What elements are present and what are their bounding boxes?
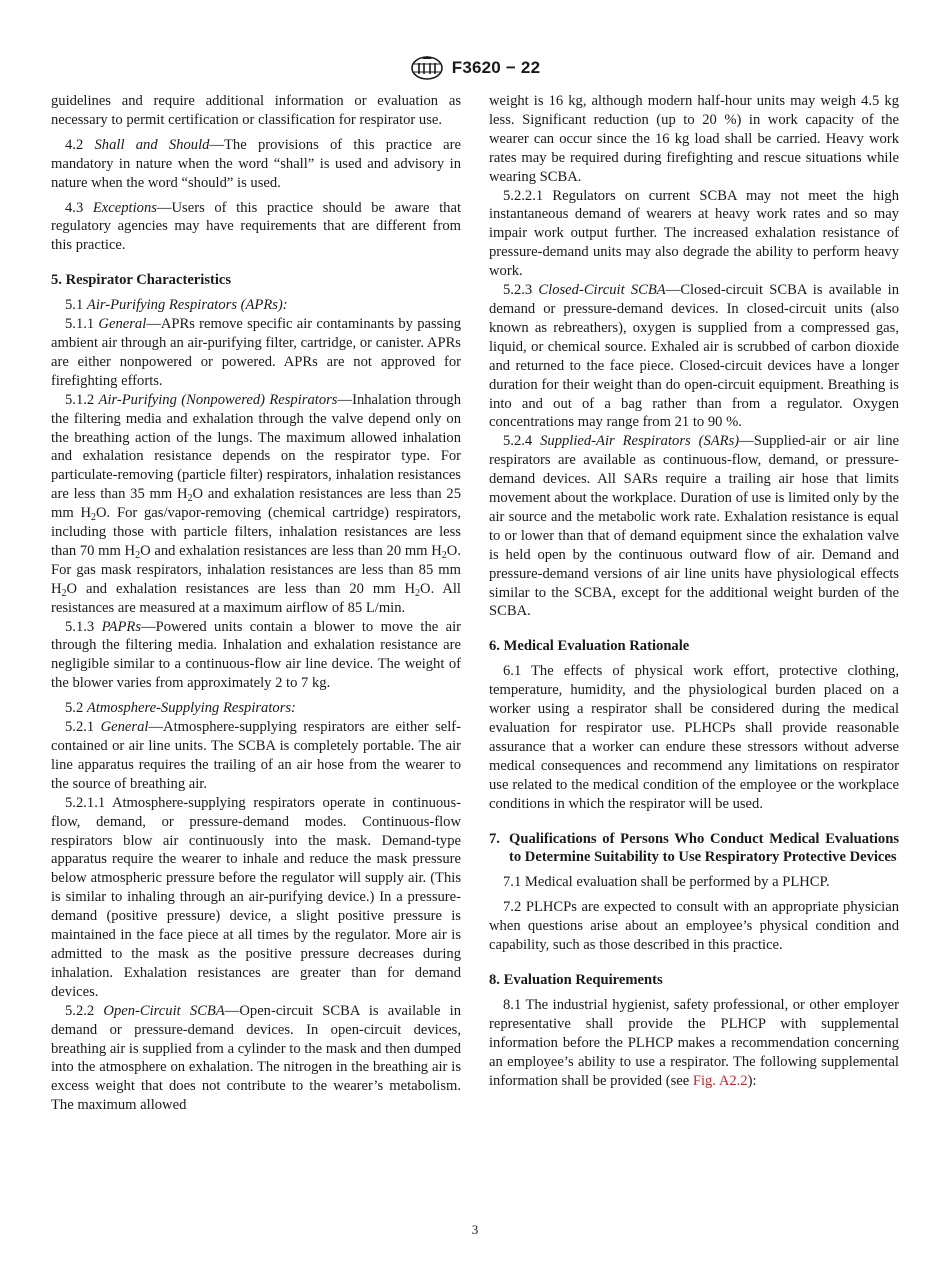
section-heading-6: 6. Medical Evaluation Rationale	[489, 638, 690, 655]
paragraph-7-1: 7.1 Medical evaluation shall be performed by a PLHCP.	[503, 874, 830, 891]
paragraph-8-1: 8.1 The industrial hygienist, safety professional, or other employer representative shall provide the PLHCP with supplemental information before the PLHCP makes a recommendation concerning an employee’s ability to use a respirator. The following supplemental information shall be provided (see Fig. A2.2):	[489, 996, 899, 1089]
paragraph-5-2-2: 5.2.2 Open-Circuit SCBA—Open-circuit SCBA is available in demand or pressure-demand devices. In open-circuit devices, breathing air is supplied from a cylinder to the mask and then dumped into the atmosphere on exhalation. The nitrogen in the breathing air is excess weight that does not contribute to the wearer’s metabolism. The maximum allowed	[51, 1002, 461, 1114]
paragraph-5-1-2: 5.1.2 Air-Purifying (Nonpowered) Respirators—Inhalation through the filtering media and exhalation through the valve depend only on the breathing action of the lungs. The maximum allowed inhalation and exhalation resistance depends on the respirator type. For particulate-removing (particle filter) respirators, inhalation resistances are less than 35 mm $H_2O$ and exhalation resistances are less than 25 mm $H_2O$. For gas/vapor-removing (chemical cartridge) respirators, including those with particle filters, inhalation resistances are less than 70 mm $H_2O$ and exhalation resistances are less than 20 mm $H_2O$. For gas mask respirators, inhalation resistances are less than 85 mm $H_2O$ and exhalation resistances are less than 20 mm $H_2O$. All resistances are measured at a maximum airflow of 85 L/min.	[51, 391, 461, 616]
paragraph-5-2-4: 5.2.4 Supplied-Air Respirators (SARs)—Supplied-air or air line respirators are available as continuous-flow, demand, or pressure-demand devices. All SARs require a trailing air hose that limits movement about the workplace. Duration of use is limited only by the air source and the metabolic work rate. Exhalation resistance is equal to or lower than that of demand equipment since the exhalation valve is held open by the continuous outward flow of air. Demand and pressure-demand versions of air line units have physiological effects similar to the SCBA, except for the additional weight burden of the SCBA.	[489, 433, 899, 620]
astm-logo-icon	[410, 55, 444, 81]
section-heading-5: 5. Respirator Characteristics	[51, 272, 232, 289]
paragraph-5-1-3: 5.1.3 PAPRs—Powered units contain a blower to move the air through the filtering media. Inhalation and exhalation resistance are negligible similar to a continuous-flow air line device. The weight of the blower varies from approximately 2 to 7 kg.	[51, 618, 461, 692]
paragraph-6-1: 6.1 The effects of physical work effort, protective clothing, temperature, humidity, and the physiological burden placed on a worker using a respirator shall be considered during the medical evaluation for respirator use. PLHCPs shall provide reasonable assurance that a worker can endure these stressors without adverse medical consequences and recommend any limitations on respirator use related to the medical condition of the employee or the workplace conditions in which the respirator will be used.	[489, 663, 899, 812]
paragraph-5-2: 5.2 Atmosphere-Supplying Respirators:	[65, 700, 296, 717]
paragraph-4-3: 4.3 Exceptions—Users of this practice should be aware that regulatory agencies may have requirements that are different from this practice.	[51, 199, 461, 254]
left-column	[51, 92, 461, 1115]
paragraph: weight is 16 kg, although modern half-hour units may weigh 4.5 kg less. Significant reduction (up to 20 %) in work capacity of the wearer can occur since the 16 kg load shall be carried. Heavy work rates may be required during firefighting and rescue situations while wearing SCBA.	[489, 93, 899, 185]
page-header	[0, 55, 950, 86]
figure-link[interactable]: Fig. A2.2	[692, 1072, 748, 1089]
paragraph-4-2: 4.2 Shall and Should—The provisions of this practice are mandatory in nature when the word “shall” is used and advisory in nature when the word “should” is used.	[51, 136, 461, 191]
document-id: F3620 − 22	[451, 58, 541, 77]
page-number: 3	[471, 1222, 479, 1237]
section-heading-8: 8. Evaluation Requirements	[489, 971, 663, 988]
paragraph-5-1: 5.1 Air-Purifying Respirators (APRs):	[65, 297, 288, 314]
section-heading-7: 7. Qualifications of Persons Who Conduct Medical Evaluations to Determine Suitability to Use Respiratory Protective Devices	[489, 830, 899, 866]
paragraph-5-2-1-1: 5.2.1.1 Atmosphere-supplying respirators operate in continuous-flow, demand, or pressure-demand modes. Continuous-flow respirators blow air continuously into the mask. Demand-type apparatus require the wearer to inhale and reduce the mask pressure below atmospheric pressure before the regulator will supply air. (This is similar to inhaling through an air-purifying device.) In a pressure-demand (positive pressure) device, a slight positive pressure is maintained in the face piece at all times by the regulator. More air is admitted to the mask as the positive pressure decreases during inhalation. Exhalation resistances are greater than for demand devices.	[51, 794, 461, 1000]
paragraph-5-2-1: 5.2.1 General—Atmosphere-supplying respirators are either self-contained or air line units. The SCBA is completely portable. The air line apparatus requires the trailing of an air hose from the wearer to the source of breathing air.	[51, 719, 461, 792]
paragraph-5-2-3: 5.2.3 Closed-Circuit SCBA—Closed-circuit SCBA is available in demand or pressure-demand devices. In closed-circuit units (also known as rebreathers), oxygen is supplied from a compressed gas, liquid, or chemical source. Exhaled air is scrubbed of carbon dioxide and returned to the face piece. Closed-circuit devices have a longer duration for their weight than do open-circuit equipment. Breathing is into and out of a bag rather than from a regulator. Oxygen concentrations may range from 21 to 90 %.	[489, 282, 899, 431]
paragraph-5-1-1: 5.1.1 General—APRs remove specific air contaminants by passing ambient air through an air-purifying filter, cartridge, or canister. APRs are either nonpowered or powered. APRs are not approved for firefighting efforts.	[51, 316, 461, 389]
paragraph-5-2-2-1: 5.2.2.1 Regulators on current SCBA may not meet the high instantaneous demand of wearers at heavy work rates and so may impair work output further. The increased exhalation resistance of pressure-demand units may also degrade the ability to perform heavy work.	[489, 187, 899, 280]
paragraph-7-2: 7.2 PLHCPs are expected to consult with an appropriate physician when questions arise about an employee’s physical condition and capability, such as those described in this practice.	[489, 899, 899, 954]
paragraph: guidelines and require additional information or evaluation as necessary to permit certification or classification for respirator use.	[51, 93, 461, 128]
right-column	[489, 92, 899, 1090]
